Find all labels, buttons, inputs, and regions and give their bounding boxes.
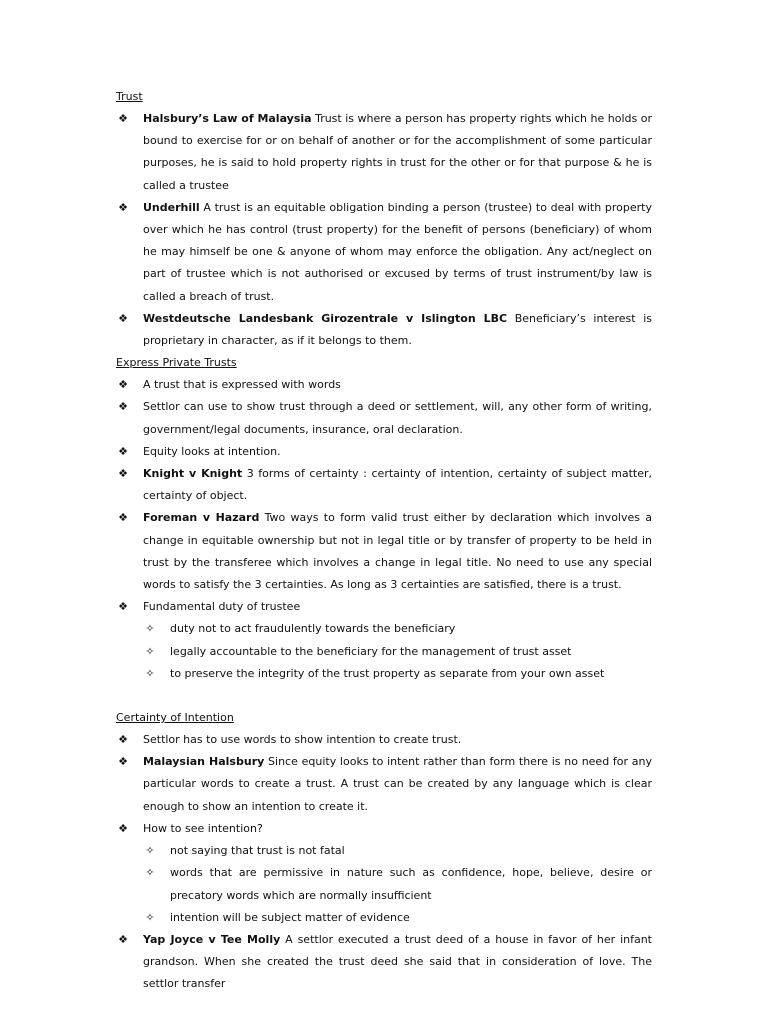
item-text: legally accountable to the beneficiary for the management of trust asset bbox=[170, 644, 572, 658]
case-name: Underhill bbox=[143, 200, 200, 214]
case-name: Westdeutsche Landesbank Girozentrale v Islington LBC bbox=[143, 311, 508, 325]
section-heading-express-private-trusts: Express Private Trusts bbox=[116, 356, 237, 370]
diamond-bullet-icon: ❖ bbox=[118, 755, 128, 769]
sub-bullet-item bbox=[116, 641, 652, 663]
sub-bullet-item bbox=[116, 840, 652, 862]
item-text: Trust is where a person has property rights which he holds or bound to exercise for or on behalf of another or for the accomplishment of some particular purposes, he is said to hold property rights in trust for the other or for that purpose & he is called a trustee bbox=[143, 112, 652, 192]
bullet-item bbox=[116, 441, 652, 463]
diamond-bullet-icon: ❖ bbox=[118, 200, 128, 214]
item-text: Two ways to form valid trust either by declaration which involves a change in equitable ownership but not in legal title or by transfer of property to be held in trust by the transferee which involves a change in legal title. No need to use any special words to satisfy the 3 certainties. As long as 3 certainties are satisfied, there is a trust. bbox=[143, 511, 652, 592]
open-diamond-bullet-icon: ✧ bbox=[145, 910, 155, 924]
item-text: not saying that trust is not fatal bbox=[170, 844, 345, 858]
case-name: Malaysian Halsbury bbox=[143, 755, 265, 769]
item-text: A trust is an equitable obligation binding a person (trustee) to deal with property over which he has control (trust property) for the benefit of persons (beneficiary) of whom he may himself be one & anyone of whom may enforce the obligation. Any act/neglect on part of trustee which is not authorised or excused by terms of trust instrument/by law is called a breach of trust. bbox=[143, 200, 652, 303]
case-name: Yap Joyce v Tee Molly bbox=[143, 932, 281, 946]
section-heading-certainty-of-intention: Certainty of Intention bbox=[116, 711, 234, 725]
item-text: How to see intention? bbox=[143, 821, 263, 835]
bullet-item bbox=[116, 108, 652, 197]
diamond-bullet-icon: ❖ bbox=[118, 733, 128, 747]
bullet-item bbox=[116, 596, 652, 618]
bullet-item bbox=[116, 507, 652, 596]
section-spacer bbox=[116, 685, 652, 707]
case-name: Foreman v Hazard bbox=[143, 511, 260, 525]
diamond-bullet-icon: ❖ bbox=[118, 311, 128, 325]
sub-bullet-item bbox=[116, 907, 652, 929]
sub-bullet-item bbox=[116, 663, 652, 685]
bullet-item bbox=[116, 929, 652, 996]
bullet-item bbox=[116, 818, 652, 840]
item-text: to preserve the integrity of the trust property as separate from your own asset bbox=[170, 666, 605, 680]
open-diamond-bullet-icon: ✧ bbox=[145, 644, 155, 658]
sub-bullet-item bbox=[116, 862, 652, 906]
bullet-item bbox=[116, 751, 652, 818]
diamond-bullet-icon: ❖ bbox=[118, 444, 128, 458]
case-name: Knight v Knight bbox=[143, 467, 243, 481]
item-text: 3 forms of certainty : certainty of intention, certainty of subject matter, certainty of object. bbox=[143, 467, 652, 503]
open-diamond-bullet-icon: ✧ bbox=[145, 666, 155, 680]
diamond-bullet-icon: ❖ bbox=[118, 400, 128, 414]
bullet-item bbox=[116, 463, 652, 507]
diamond-bullet-icon: ❖ bbox=[118, 467, 128, 481]
section-heading-trust: Trust bbox=[116, 90, 143, 103]
diamond-bullet-icon: ❖ bbox=[118, 821, 128, 835]
open-diamond-bullet-icon: ✧ bbox=[145, 866, 155, 880]
bullet-item bbox=[116, 197, 652, 308]
item-text: Equity looks at intention. bbox=[143, 444, 281, 458]
bullet-item bbox=[116, 729, 652, 751]
item-text: Settlor can use to show trust through a deed or settlement, will, any other form of writing, government/legal documents, insurance, oral declaration. bbox=[143, 400, 652, 436]
item-text: words that are permissive in nature such as confidence, hope, believe, desire or precatory words which are normally insufficient bbox=[170, 866, 652, 902]
item-text: Since equity looks to intent rather than form there is no need for any particular words to create a trust. A trust can be created by any language which is clear enough to show an intention to create it. bbox=[143, 755, 653, 813]
diamond-bullet-icon: ❖ bbox=[118, 112, 128, 125]
item-text: A trust that is expressed with words bbox=[143, 378, 341, 392]
diamond-bullet-icon: ❖ bbox=[118, 932, 128, 946]
item-text: Fundamental duty of trustee bbox=[143, 600, 301, 614]
bullet-item bbox=[116, 308, 652, 352]
item-text: intention will be subject matter of evidence bbox=[170, 910, 410, 924]
document-body bbox=[116, 86, 652, 996]
item-text: A settlor executed a trust deed of a house in favor of her infant grandson. When she created the trust deed she said that in consideration of love. The settlor transfer bbox=[143, 932, 652, 991]
sub-bullet-item bbox=[116, 618, 652, 640]
open-diamond-bullet-icon: ✧ bbox=[145, 622, 155, 636]
item-text: Beneficiary’s interest is proprietary in character, as if it belongs to them. bbox=[143, 311, 652, 348]
bullet-item bbox=[116, 396, 652, 440]
diamond-bullet-icon: ❖ bbox=[118, 378, 128, 392]
case-name: Halsbury’s Law of Malaysia bbox=[143, 112, 312, 125]
item-text: duty not to act fraudulently towards the beneficiary bbox=[170, 622, 456, 636]
diamond-bullet-icon: ❖ bbox=[118, 600, 128, 614]
open-diamond-bullet-icon: ✧ bbox=[145, 844, 155, 858]
item-text: Settlor has to use words to show intention to create trust. bbox=[143, 733, 462, 747]
bullet-item bbox=[116, 374, 652, 396]
diamond-bullet-icon: ❖ bbox=[118, 511, 128, 525]
